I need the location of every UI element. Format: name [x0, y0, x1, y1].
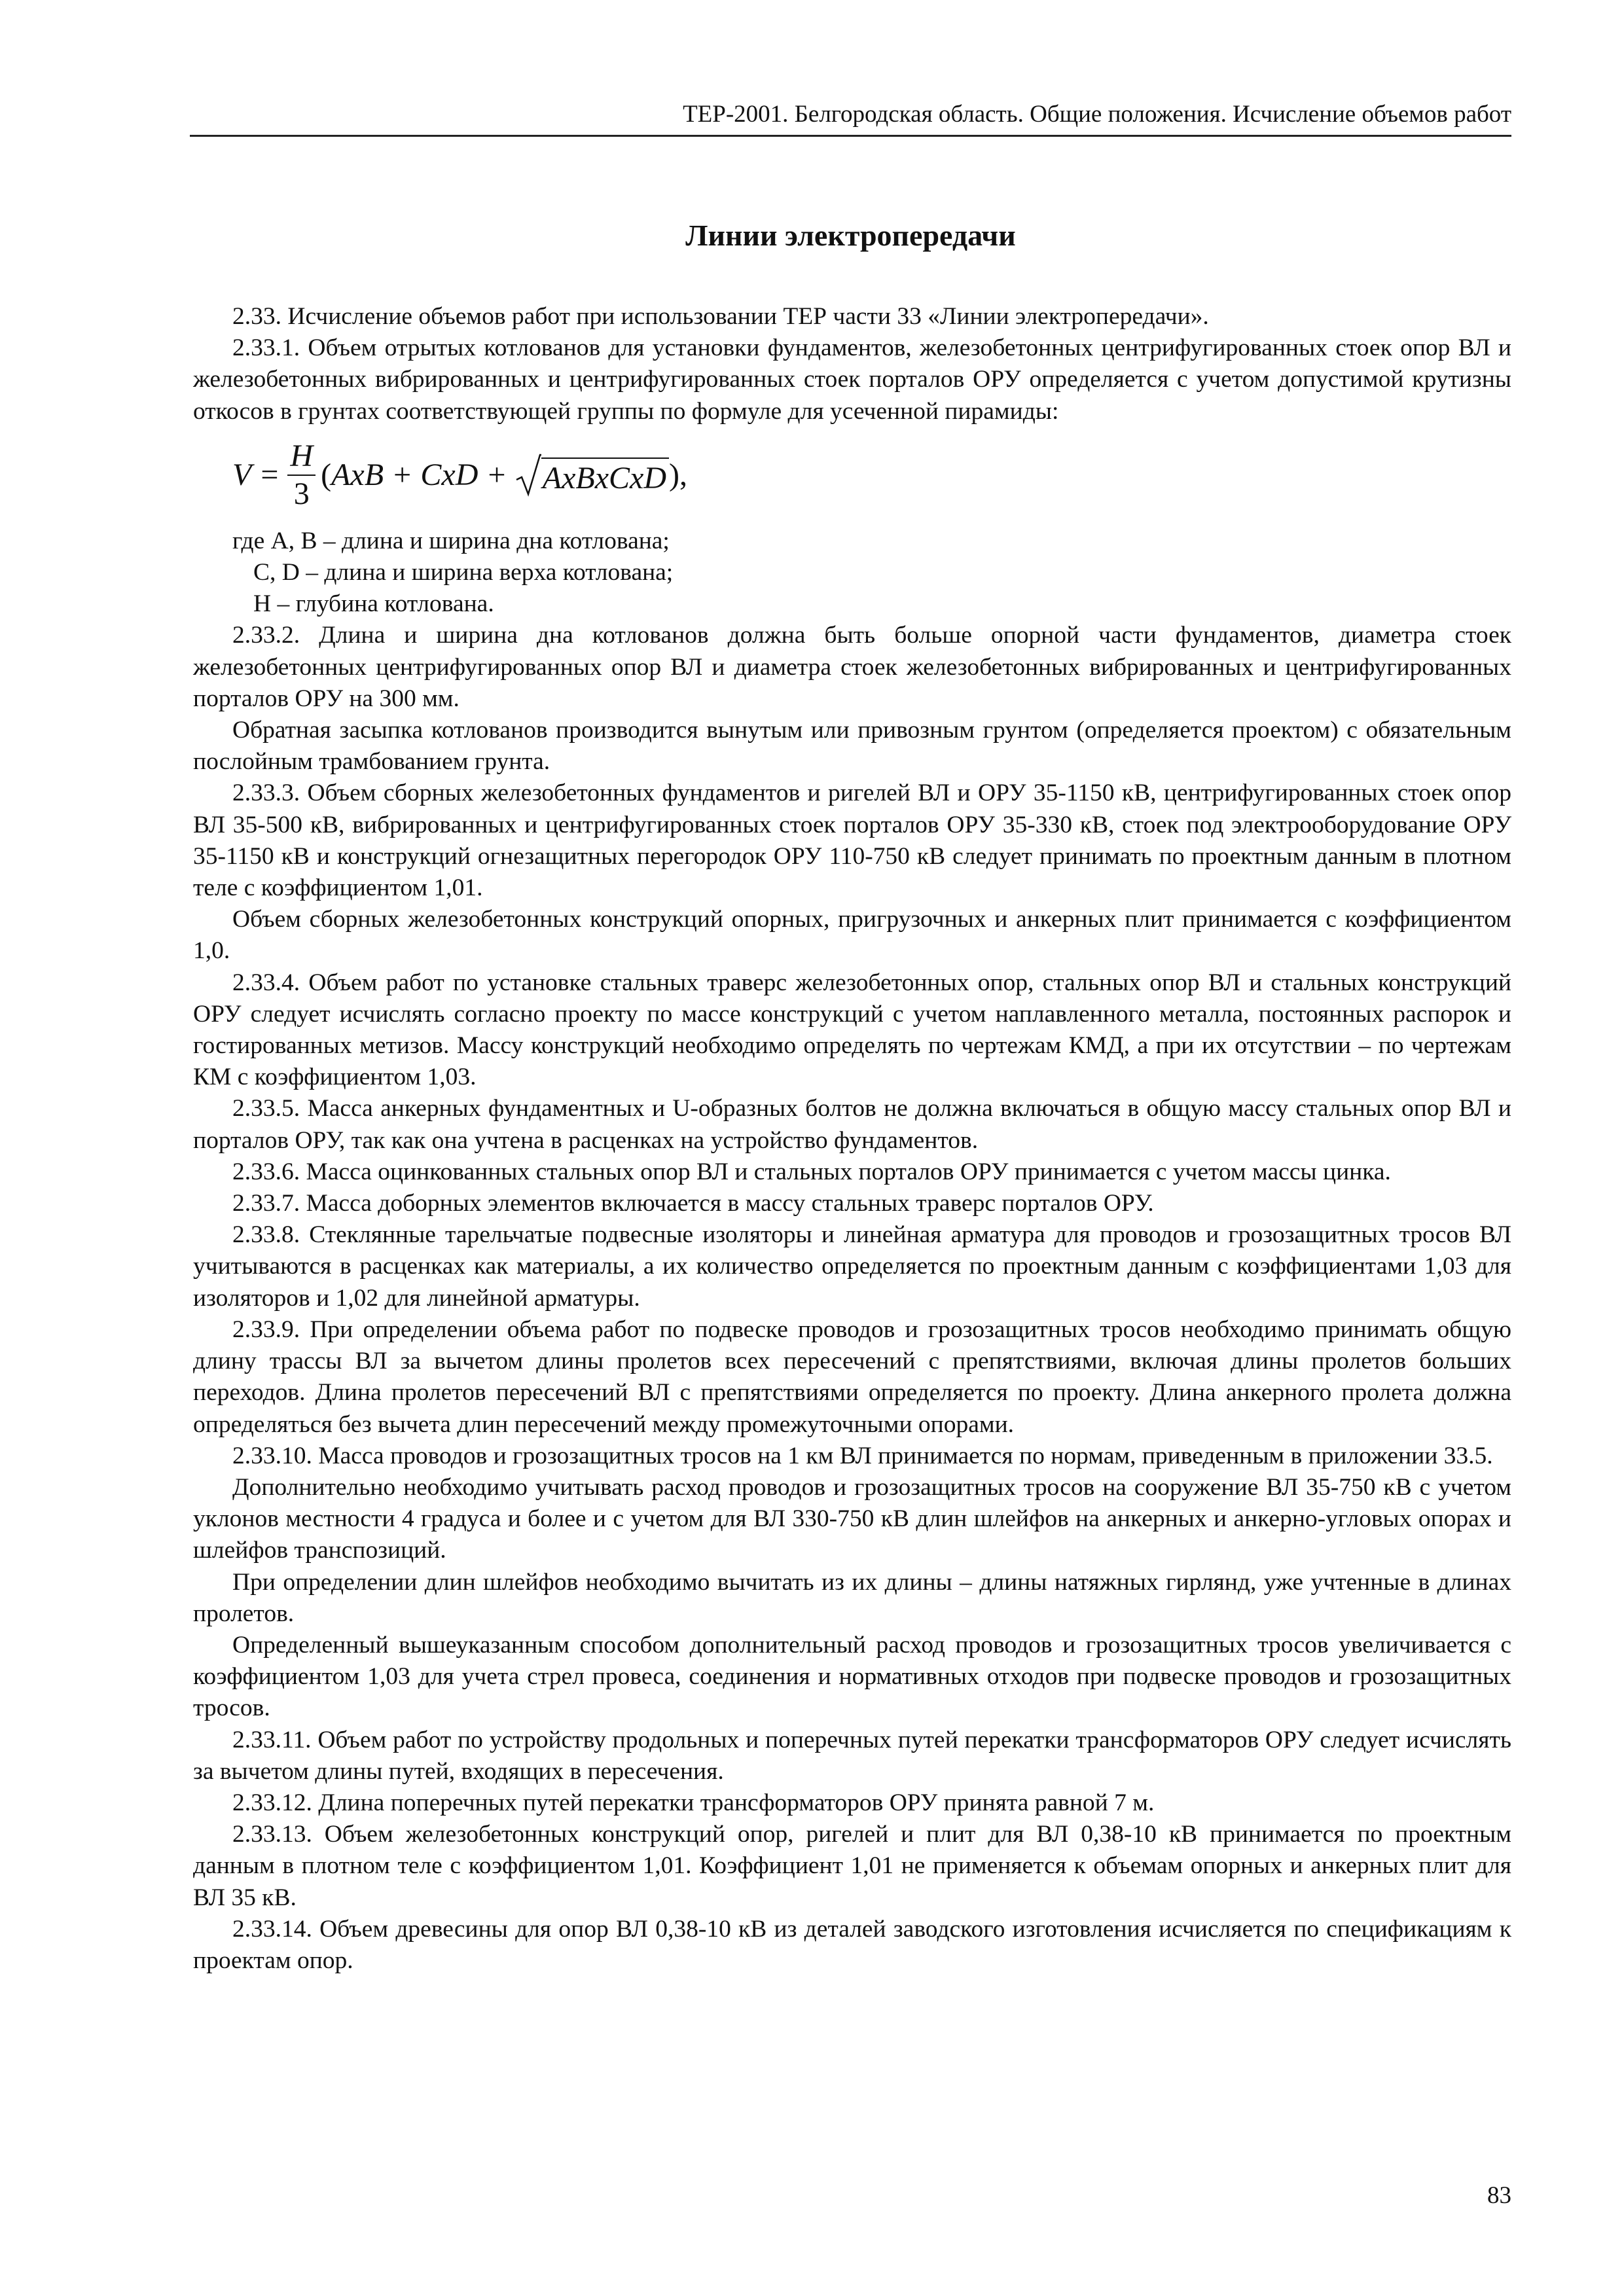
running-header: ТЕР-2001. Белгородская область. Общие положения. Исчисление объемов работ	[190, 98, 1511, 137]
paragraph: 2.33.5. Масса анкерных фундаментных и U-образных болтов не должна включаться в общую массу стальных опор ВЛ и порталов ОРУ, так как она учтена в расценках на устройство фундаментов.	[193, 1095, 1511, 1154]
paragraph: 2.33.2. Длина и ширина дна котлованов должна быть больше опорной части фундаментов, диаметра стоек железобетонных центрифугированных опор ВЛ и диаметра стоек железобетонных вибрированных и центрифугированных порталов ОРУ на 300 мм.	[193, 622, 1511, 712]
formula-numerator: H	[290, 438, 314, 473]
paragraph: 2.33.11. Объем работ по устройству продольных и поперечных путей перекатки трансформаторов ОРУ следует исчислять за вычетом длины путей, входящих в пересечения.	[193, 1726, 1511, 1785]
variable-definitions	[193, 526, 1511, 620]
square-root	[515, 454, 669, 497]
formula-terms: AxB + CxD +	[331, 457, 515, 492]
definition-line: где А, В – длина и ширина дна котлована;	[232, 527, 670, 554]
page-title: Линии электропередачи	[685, 219, 1016, 252]
definition-line: Н – глубина котлована.	[253, 590, 494, 618]
formula-equals: =	[261, 457, 279, 492]
paragraph: 2.33.3. Объем сборных железобетонных фундаментов и ригелей ВЛ и ОРУ 35-1150 кВ, центрифугированных стоек опор ВЛ 35-500 кВ, вибрированных и центрифугированных стоек порталов ОРУ 35-330 кВ, стоек под электрооборудование ОРУ 35-1150 кВ и конструкций огнезащитных перегородок ОРУ 110-750 кВ следует принимать по проектным данным в плотном теле с коэффициентом 1,01.	[193, 780, 1511, 902]
radical-sign-icon	[515, 454, 541, 497]
paragraph: 2.33.12. Длина поперечных путей перекатки трансформаторов ОРУ принята равной 7 м.	[232, 1789, 1155, 1816]
paragraph: 2.33.6. Масса оцинкованных стальных опор ВЛ и стальных порталов ОРУ принимается с учетом массы цинка.	[232, 1158, 1391, 1185]
formula-close-paren: ),	[669, 457, 687, 492]
paragraph: 2.33. Исчисление объемов работ при использовании ТЕР части 33 «Линии электропередачи».	[232, 303, 1209, 330]
formula-denominator: 3	[293, 476, 310, 511]
paragraph: 2.33.1. Объем отрытых котлованов для установки фундаментов, железобетонных центрифугированных стоек опор ВЛ и железобетонных вибрированных и центрифугированных стоек порталов ОРУ определяется с учетом допустимой крутизны откосов в грунтах соответствующей группы по формуле для усеченной пирамиды:	[193, 334, 1511, 425]
paragraph: 2.33.8. Стеклянные тарельчатые подвесные изоляторы и линейная арматура для проводов и грозозащитных тросов ВЛ учитываются в расценках как материалы, а их количество определяется по проектным данным с коэффициентами 1,03 для изоляторов и 1,02 для линейной арматуры.	[193, 1221, 1511, 1312]
paragraph: При определении длин шлейфов необходимо вычитать из их длины – длины натяжных гирлянд, уже учтенные в длинах пролетов.	[193, 1568, 1511, 1627]
paragraph: 2.33.14. Объем древесины для опор ВЛ 0,38-10 кВ из деталей заводского изготовления исчисляется по спецификациям к проектам опор.	[193, 1915, 1511, 1974]
paragraph: 2.33.10. Масса проводов и грозозащитных тросов на 1 км ВЛ принимается по нормам, приведенным в приложении 33.5.	[232, 1442, 1493, 1469]
formula-lhs: V	[232, 457, 252, 492]
volume-formula	[232, 430, 1511, 520]
document-body	[193, 301, 1511, 1977]
page-number: 83	[1487, 2182, 1511, 2209]
formula-fraction	[287, 438, 316, 512]
paragraph: Обратная засыпка котлованов производится вынутым или привозным грунтом (определяется проектом) с обязательным послойным трамбованием грунта.	[193, 717, 1511, 776]
formula-open-paren: (	[321, 457, 332, 492]
paragraph: 2.33.9. При определении объема работ по подвеске проводов и грозозащитных тросов необходимо принимать общую длину трассы ВЛ за вычетом длины пролетов всех пересечений с препятствиями, включая длины пролетов больших переходов. Длина пролетов пересечений ВЛ с препятствиями определяется по проекту. Длина анкерного пролета должна определяться без вычета длин пересечений между промежуточными опорами.	[193, 1316, 1511, 1438]
formula-radicand: AxBxCxD	[541, 457, 669, 497]
definition-line: С, D – длина и ширина верха котлована;	[253, 559, 674, 586]
paragraph: Определенный вышеуказанным способом дополнительный расход проводов и грозозащитных тросов увеличивается с коэффициентом 1,03 для учета стрел провеса, соединения и нормативных отходов при подвеске проводов и грозозащитных тросов.	[193, 1631, 1511, 1722]
paragraph: Дополнительно необходимо учитывать расход проводов и грозозащитных тросов на сооружение ВЛ 35-750 кВ с учетом уклонов местности 4 градуса и более и с учетом для ВЛ 330-750 кВ длин шлейфов на анкерных и анкерно-угловых опорах и шлейфов транспозиций.	[193, 1473, 1511, 1564]
paragraph: Объем сборных железобетонных конструкций опорных, пригрузочных и анкерных плит принимается с коэффициентом 1,0.	[193, 906, 1511, 965]
paragraph: 2.33.7. Масса доборных элементов включается в массу стальных траверс порталов ОРУ.	[232, 1190, 1154, 1217]
paragraph: 2.33.13. Объем железобетонных конструкций опор, ригелей и плит для ВЛ 0,38-10 кВ принимается по проектным данным в плотном теле с коэффициентом 1,01. Коэффициент 1,01 не применяется к объемам опорных и анкерных плит для ВЛ 35 кВ.	[193, 1821, 1511, 1911]
paragraph: 2.33.4. Объем работ по установке стальных траверс железобетонных опор, стальных опор ВЛ и стальных конструкций ОРУ следует исчислять согласно проекту по массе конструкций с учетом наплавленного металла, постоянных распорок и гостированных метизов. Массу конструкций необходимо определять по чертежам КМД, а при их отсутствии – по чертежам КМ с коэффициентом 1,03.	[193, 969, 1511, 1091]
